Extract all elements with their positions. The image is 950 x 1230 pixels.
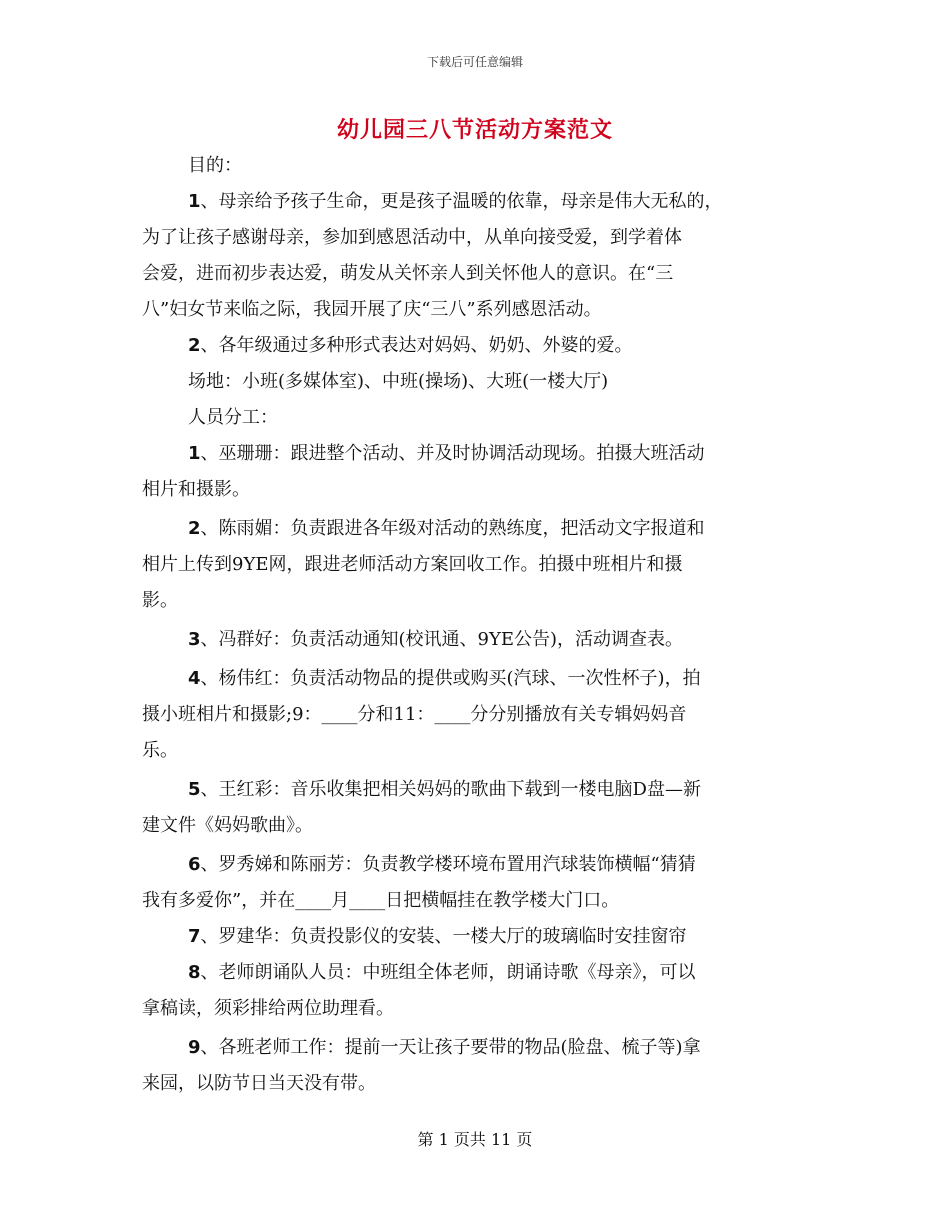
paragraph-line: 2、各年级通过多种形式表达对妈妈、奶奶、外婆的爱。	[188, 335, 633, 356]
paragraph-line: 5、王红彩：音乐收集把相关妈妈的歌曲下载到一楼电脑D盘—新	[188, 779, 701, 800]
paragraph-line: 乐。	[142, 740, 178, 761]
page-header: 下载后可任意编辑	[426, 55, 523, 69]
paragraph-line: 相片和摄影。	[142, 479, 250, 500]
paragraph-line: 建文件《妈妈歌曲》。	[142, 815, 313, 836]
paragraph-line: 场地：小班(多媒体室)、中班(操场)、大班(一楼大厅)	[188, 371, 609, 392]
paragraph-line: 9、各班老师工作：提前一天让孩子要带的物品(脸盘、梳子等)拿	[188, 1037, 701, 1058]
paragraph-line: 摄小班相片和摄影;9：____分和11：____分分别播放有关专辑妈妈音	[142, 704, 687, 725]
paragraph-line: 影。	[142, 590, 178, 611]
paragraph-line: 3、冯群好：负责活动通知(校讯通、9YE公告)，活动调查表。	[188, 629, 684, 650]
paragraph-line: 6、罗秀娣和陈丽芳：负责教学楼环境布置用汽球装饰横幅“猜猜	[188, 854, 696, 875]
paragraph-line: 相片上传到9YE网，跟进老师活动方案回收工作。拍摄中班相片和摄	[142, 554, 683, 575]
paragraph-line: 1、巫珊珊：跟进整个活动、并及时协调活动现场。拍摄大班活动	[188, 443, 705, 464]
document-body	[142, 148, 822, 1102]
paragraph-line: 为了让孩子感谢母亲，参加到感恩活动中，从单向接受爱，到学着体	[142, 227, 682, 248]
paragraph-line: 人员分工：	[188, 407, 278, 428]
paragraph-line: 我有多爱你”，并在____月____日把横幅挂在教学楼大门口。	[142, 890, 620, 911]
paragraph-line: 八”妇女节来临之际，我园开展了庆“三八”系列感恩活动。	[142, 299, 602, 320]
paragraph-line: 4、杨伟红：负责活动物品的提供或购买(汽球、一次性杯子)，拍	[188, 668, 701, 689]
document-title: 幼儿园三八节活动方案范文	[336, 117, 613, 143]
paragraph-line: 目的：	[188, 155, 242, 176]
paragraph-line: 2、陈雨媚：负责跟进各年级对活动的熟练度，把活动文字报道和	[188, 518, 705, 539]
paragraph-line: 拿稿读，须彩排给两位助理看。	[142, 998, 394, 1019]
paragraph-line: 来园，以防节日当天没有带。	[142, 1073, 376, 1094]
page-footer: 第 1 页共 11 页	[417, 1130, 533, 1149]
paragraph-line: 7、罗建华：负责投影仪的安装、一楼大厅的玻璃临时安挂窗帘	[188, 926, 687, 947]
paragraph-line: 会爱，进而初步表达爱，萌发从关怀亲人到关怀他人的意识。在“三	[142, 263, 674, 284]
paragraph-line: 1、母亲给予孩子生命，更是孩子温暖的依靠，母亲是伟大无私的，	[188, 191, 723, 212]
paragraph-line: 8、老师朗诵队人员：中班组全体老师，朗诵诗歌《母亲》，可以	[188, 962, 696, 983]
